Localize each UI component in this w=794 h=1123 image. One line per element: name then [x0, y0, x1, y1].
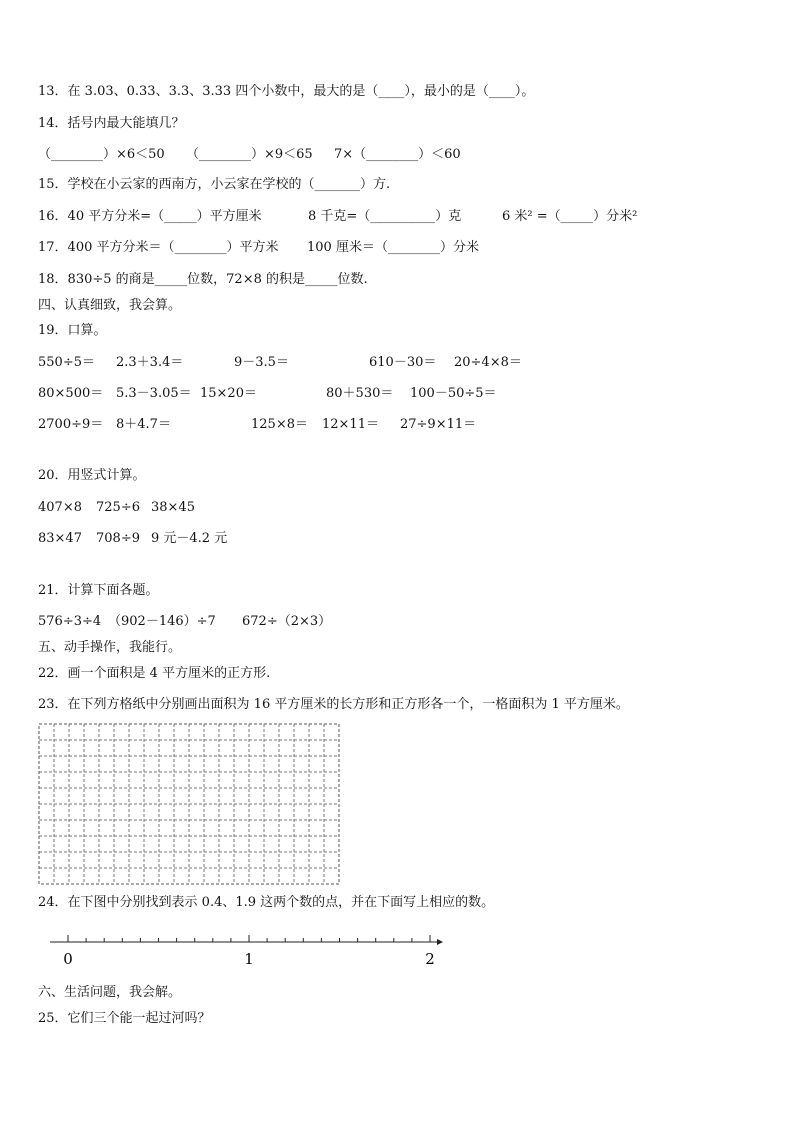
- q16-item: 8 千克=（__________）克: [308, 209, 462, 224]
- question-22: 22．画一个面积是 4 平方厘米的正方形.: [38, 666, 271, 681]
- q16-item: 6 米² =（_____）分米²: [502, 209, 638, 224]
- q20-cell: 407×8: [38, 500, 82, 515]
- q19-cell: 8＋4.7＝: [116, 417, 171, 432]
- q21-item: 576÷3÷4: [38, 614, 102, 629]
- number-line: [48, 930, 448, 974]
- question-13: 13．在 3.03、0.33、3.3、3.33 四个小数中，最大的是（____），最小的是（____）。: [38, 84, 535, 99]
- q14-item: （________）×9＜65: [186, 147, 313, 162]
- question-21: 21．计算下面各题。: [38, 583, 159, 598]
- q19-cell: 125×8＝: [251, 417, 308, 432]
- question-19: 19．口算。: [38, 323, 107, 338]
- q19-cell: 12×11＝: [322, 417, 379, 432]
- q14-item: （________）×6＜50: [38, 147, 165, 162]
- q20-cell: 708÷9: [96, 531, 140, 546]
- q19-cell: 2.3＋3.4＝: [116, 355, 184, 370]
- q20-cell: 83×47: [38, 531, 82, 546]
- question-23: 23．在下列方格纸中分别画出面积为 16 平方厘米的长方形和正方形各一个，一格面积为 1 平方厘米。: [38, 697, 629, 712]
- section-6-heading: 六、生活问题，我会解。: [38, 985, 182, 1000]
- q16-item: 16．40 平方分米=（_____）平方厘米: [38, 209, 262, 224]
- q21-item: 672÷（2×3）: [242, 614, 332, 629]
- q19-cell: 550÷5＝: [38, 355, 95, 370]
- q17-item: 100 厘米＝（________）分米: [307, 240, 479, 255]
- q20-cell: 725÷6: [96, 500, 140, 515]
- q21-item: （902－146）÷7: [108, 614, 216, 629]
- q19-cell: 15×20＝: [200, 386, 257, 401]
- q19-cell: 9－3.5＝: [234, 355, 289, 370]
- q19-cell: 80×500＝: [38, 386, 104, 401]
- square-grid-svg: [38, 723, 340, 885]
- question-25: 25．它们三个能一起过河吗？: [38, 1011, 211, 1026]
- number-line-arrow: [437, 939, 443, 945]
- number-line-label: 2: [425, 950, 435, 968]
- section-4-heading: 四、认真细致，我会算。: [38, 298, 182, 313]
- q20-cell: 9 元－4.2 元: [151, 531, 228, 546]
- number-line-svg: [48, 930, 448, 970]
- q17-item: 17．400 平方分米＝（________）平方米: [38, 240, 279, 255]
- square-grid: [38, 723, 340, 889]
- q20-cell: 38×45: [151, 500, 195, 515]
- question-20: 20．用竖式计算。: [38, 468, 146, 483]
- question-15: 15．学校在小云家的西南方，小云家在学校的（_______）方.: [38, 177, 391, 192]
- q19-cell: 27÷9×11＝: [400, 417, 477, 432]
- q19-cell: 2700÷9＝: [38, 417, 104, 432]
- number-line-label: 1: [244, 950, 254, 968]
- question-24: 24．在下图中分别找到表示 0.4、1.9 这两个数的点，并在下面写上相应的数。: [38, 895, 495, 910]
- q19-cell: 610－30＝: [369, 355, 437, 370]
- q19-cell: 5.3－3.05＝: [116, 386, 192, 401]
- question-14: 14．括号内最大能填几？: [38, 116, 185, 131]
- number-line-label: 0: [63, 950, 73, 968]
- q19-cell: 80＋530＝: [326, 386, 394, 401]
- q14-item: 7×（________）＜60: [334, 147, 461, 162]
- q19-cell: 20÷4×8＝: [454, 355, 522, 370]
- q19-cell: 100－50÷5＝: [410, 386, 497, 401]
- question-18: 18．830÷5 的商是_____位数，72×8 的积是_____位数.: [38, 272, 368, 287]
- section-5-heading: 五、动手操作，我能行。: [38, 640, 182, 655]
